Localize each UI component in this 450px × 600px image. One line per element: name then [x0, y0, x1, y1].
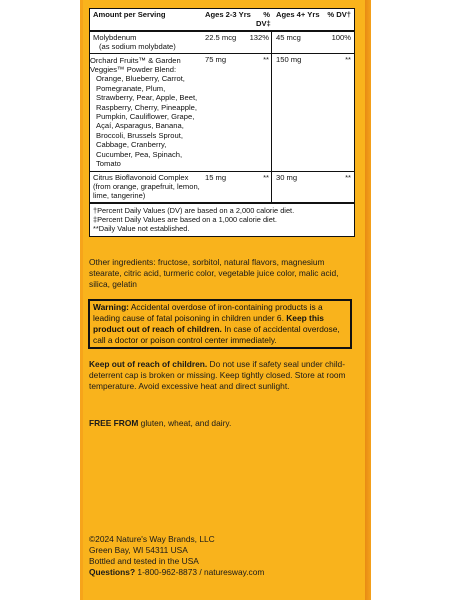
amount-age1: 15 mg [205, 172, 227, 182]
warning-text: Accidental overdose of iron-containing products is a leading cause of fatal poisoning in children under 6. [93, 302, 323, 323]
facts-header [90, 9, 354, 32]
amount-age1: 75 mg [205, 54, 227, 64]
amount-age2: 30 mg [276, 172, 298, 182]
table-row [90, 172, 354, 204]
dv-age2: ** [345, 172, 351, 182]
dv-age2: 100% [331, 32, 351, 42]
free-bold: FREE FROM [89, 418, 139, 428]
table-row [90, 32, 354, 54]
ingredient-source: Orange, Blueberry, Carrot, Pomegranate, Plum, Strawberry, Pear, Apple, Beet, Raspberry, Cherry, Pineapple, Pumpkin, Cauliflower, Grape, Açaí, Asparagus, Banana, Broccoli, Brussels Sprout, Cabbage, Cranberry, Cucumber, Pea, Spinach, Tomato [96, 74, 198, 169]
bottled: Bottled and tested in the USA [89, 556, 199, 566]
dv-age1: ** [245, 54, 272, 171]
supplement-facts-table [89, 8, 355, 237]
amount-age2: 45 mcg [276, 32, 301, 42]
iron-warning-box [88, 299, 352, 349]
header-age2: Ages 4+ Yrs [276, 10, 320, 19]
keep-bold: Keep out of reach of children. [89, 359, 208, 369]
facts-footnotes [90, 204, 354, 236]
keep-text: Do not use if safety seal under child-deterrent cap is broken or missing. Keep tightly closed. Store at room temperature. Avoid excessive heat and direct sunlight. [89, 359, 346, 391]
copyright: ©2024 Nature's Way Brands, LLC [89, 534, 215, 544]
warning-text-2: In case of accidental overdose, call a doctor or poison control center immediately. [93, 324, 340, 345]
amount-age1: 22.5 mcg [205, 32, 237, 42]
warning-bold: Keep this product out of reach of children. [93, 313, 324, 334]
warning-label: Warning: [93, 302, 129, 312]
header-dv2: % DV† [327, 10, 351, 19]
ingredient-name: Orchard Fruits™ & Garden Veggies™ Powder Blend: [90, 55, 181, 75]
ingredient-name: Citrus Bioflavonoid Complex [93, 172, 189, 182]
free-from [89, 418, 355, 429]
table-row [90, 54, 354, 172]
keep-out-of-reach [89, 359, 355, 392]
other-ingredients: Other ingredients: fructose, sorbitol, natural flavors, magnesium stearate, citric acid, turmeric color, vegetable juice color, malic acid, silica, gelatin [89, 257, 339, 289]
dv-age1: ** [245, 172, 272, 202]
contact-info: 1-800-962-8873 / naturesway.com [135, 567, 265, 577]
ingredient-source: (from orange, grapefruit, lemon, lime, tangerine) [93, 181, 200, 201]
amount-age2: 150 mg [276, 54, 302, 64]
panel-edge [365, 0, 371, 600]
questions [89, 567, 355, 578]
footnote: ‡Percent Daily Values are based on a 1,000 calorie diet. [93, 214, 277, 224]
ingredient-source: (as sodium molybdate) [99, 42, 176, 52]
questions-label: Questions? [89, 567, 136, 577]
company-footer [89, 534, 355, 578]
header-amount: Amount per Serving [93, 10, 166, 19]
dv-age1: 132% [245, 32, 272, 53]
footnote: **Daily Value not established. [93, 223, 190, 233]
address: Green Bay, WI 54311 USA [89, 545, 188, 555]
panel-shadow [80, 0, 83, 600]
free-text: gluten, wheat, and dairy. [138, 418, 232, 428]
header-age1: Ages 2-3 Yrs [205, 10, 251, 19]
header-dv1: % DV‡ [256, 10, 271, 29]
footnote: †Percent Daily Values (DV) are based on a 2,000 calorie diet. [93, 205, 295, 215]
ingredient-name: Molybdenum [93, 32, 137, 42]
dv-age2: ** [345, 54, 351, 64]
